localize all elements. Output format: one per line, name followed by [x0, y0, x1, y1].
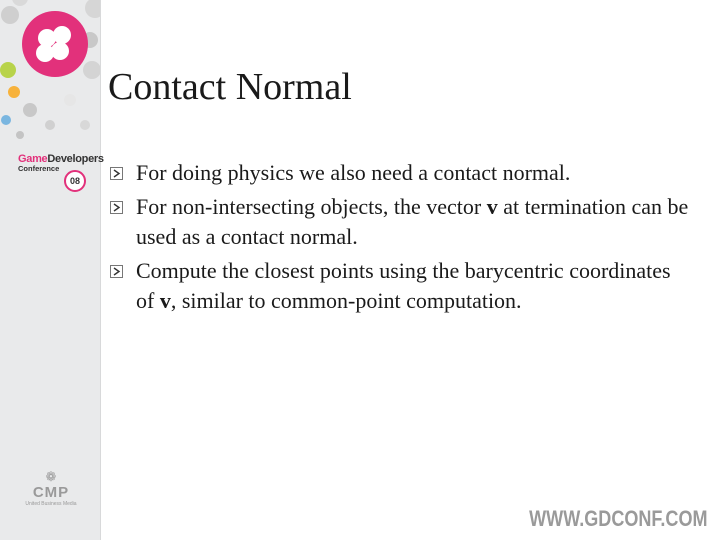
chevron-right-bullet-icon	[110, 265, 123, 278]
gdc-logo	[18, 153, 104, 173]
decorative-circles	[0, 0, 100, 150]
cmp-mark-icon: ❁	[45, 469, 57, 484]
gdc-year-badge: 08	[64, 170, 86, 192]
bullet-math-v: v	[159, 288, 171, 313]
cmp-tagline: United Business Media	[25, 501, 77, 507]
bullet-list	[110, 158, 690, 316]
gdc-logo-developers: Developers	[47, 153, 104, 165]
chevron-right-bullet-icon	[110, 167, 123, 180]
slide-title: Contact Normal	[108, 66, 352, 108]
bullet-text: For non-intersecting objects, the vector	[136, 194, 487, 219]
chevron-right-bullet-icon	[110, 201, 123, 214]
bullet-item	[110, 256, 690, 316]
bullet-text: For doing physics we also need a contact normal.	[136, 160, 571, 185]
bullet-text: at termination can be used as a contact normal.	[136, 194, 689, 249]
bullet-text: , similar to common-point computation.	[170, 288, 522, 313]
footer-url: WWW.GDCONF.COM	[529, 506, 708, 531]
bullet-item	[110, 192, 690, 252]
bullet-text: Compute the closest points using the barycentric coordinates of	[136, 258, 671, 313]
cmp-name: CMP	[32, 484, 70, 501]
bullet-item	[110, 158, 690, 188]
gdc-logo-game: Game	[18, 153, 48, 165]
bullet-math-v: v	[486, 194, 498, 219]
gdc-logo-conference: Conference	[18, 164, 60, 173]
cmp-logo	[22, 470, 80, 507]
